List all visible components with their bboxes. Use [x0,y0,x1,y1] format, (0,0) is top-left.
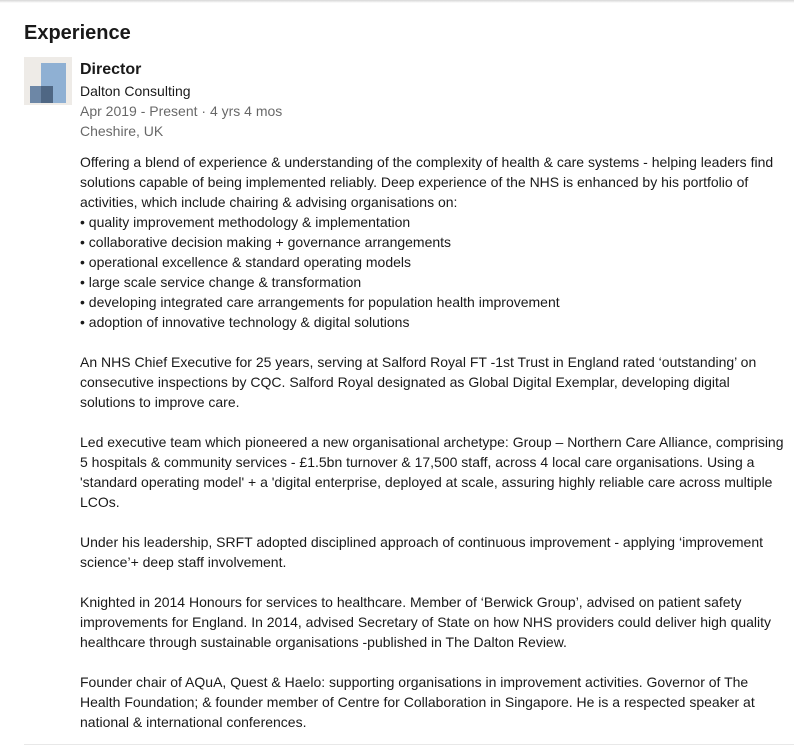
employment-dates: Apr 2019 - Present · 4 yrs 4 mos [80,103,283,119]
job-title: Director [80,61,142,78]
description-intro-block [80,152,784,332]
section-divider [24,744,794,745]
bullet-item: • developing integrated care arrangements for population health improvement [80,294,560,310]
bullet-item: • adoption of innovative technology & digital solutions [80,314,410,330]
bullet-item: • operational excellence & standard operating models [80,254,411,270]
description-paragraph: Led executive team which pioneered a new organisational archetype: Group – Northern Care Alliance, comprising 5 hospitals & community services - £1.5bn turnover & 17,500 staff, across 4 local care organisations. Using a 'standard operating model' + a 'digital enterprise, deployed at scale, assuring highly reliable care across multiple LCOs. [80,434,784,510]
description-paragraph: Founder chair of AQuA, Quest & Haelo: supporting organisations in improvement activities. Governor of The Health Foundation; & founder member of Centre for Collaboration in Singapore. He is a respected speaker at national & international conferences. [80,674,755,730]
company-logo-icon[interactable] [24,57,72,105]
description-paragraph: An NHS Chief Executive for 25 years, serving at Salford Royal FT -1st Trust in England rated ‘outstanding’ on consecutive inspections by CQC. Salford Royal designated as Global Digital Exemplar, developing digital solutions to improve care. [80,354,757,410]
description-intro: Offering a blend of experience & understanding of the complexity of health & care systems - helping leaders find solutions capable of being implemented reliably. Deep experience of the NHS is enhanced by his portfolio of activities, which include chairing & advising organisations on: [80,154,774,210]
description-paragraph: Knighted in 2014 Honours for services to healthcare. Member of ‘Berwick Group’, advised on patient safety improvements for England. In 2014, advised Secretary of State on how NHS providers could deliver high quality healthcare through sustainable organisations -published in The Dalton Review. [80,594,772,650]
job-description [80,152,784,732]
bullet-item: • collaborative decision making + governance arrangements [80,234,452,250]
bullet-item: • quality improvement methodology & implementation [80,214,411,230]
description-paragraph: Under his leadership, SRFT adopted disciplined approach of continuous improvement - applying ‘improvement science’+ deep staff involvement. [80,534,763,570]
experience-entry [80,59,784,732]
company-name[interactable]: Dalton Consulting [80,83,191,99]
job-location: Cheshire, UK [80,123,164,139]
top-shadow [0,0,794,3]
bullet-item: • large scale service change & transformation [80,274,362,290]
logo-shape-dark [41,86,53,103]
section-title: Experience [24,22,131,44]
